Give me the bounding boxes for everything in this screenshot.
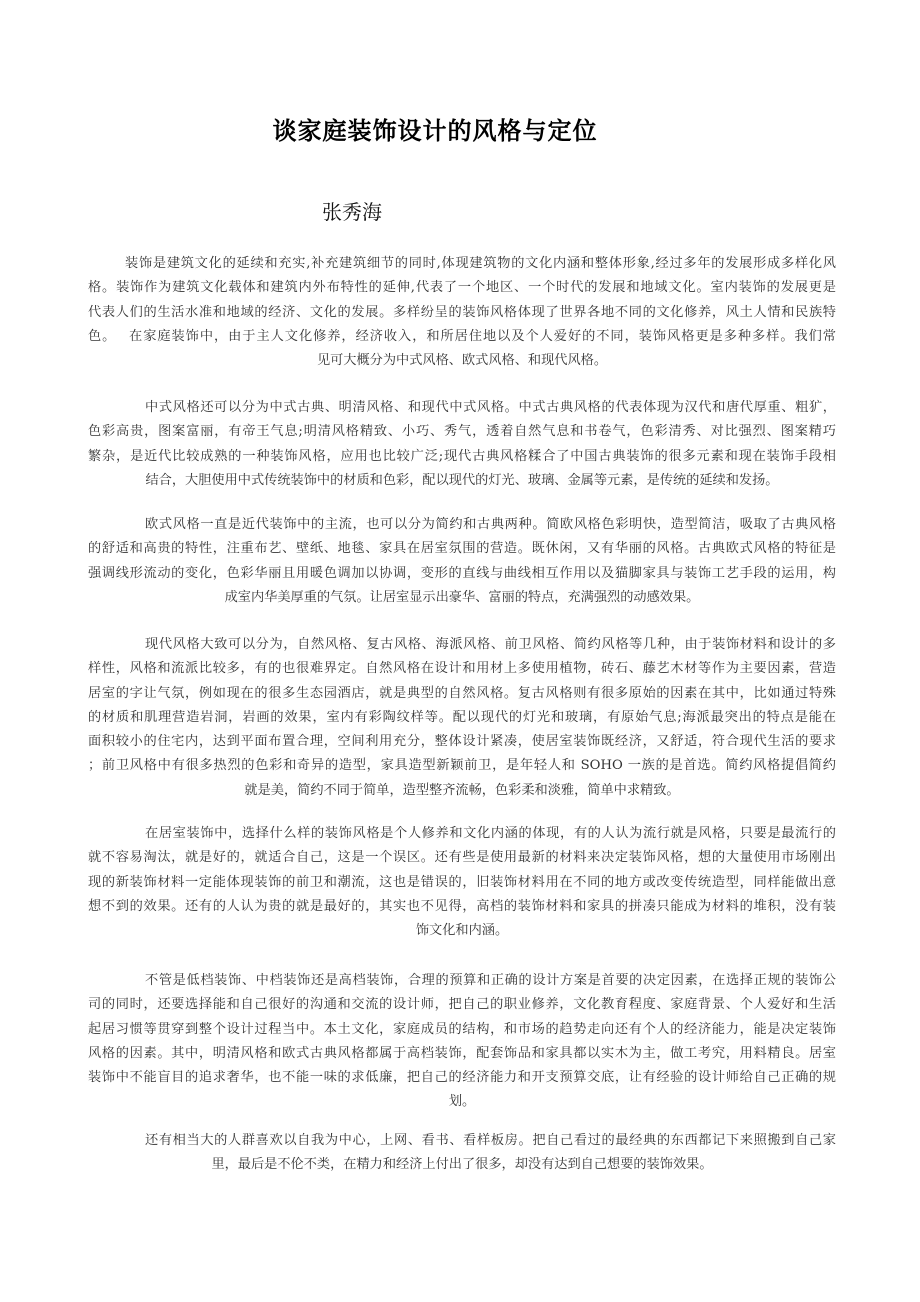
paragraph: [88, 252, 836, 373]
author-name: 张秀海: [322, 200, 382, 224]
paragraph-line: 里，最后是不伦不类，在精力和经济上付出了很多，却没有达到自己想要的装饰效果。: [211, 1157, 713, 1173]
paragraph-line: 不管是低档装饰、中档装饰还是高档装饰，合理的预算和正确的设计方案是首要的决定因素，在选择正规的装饰公: [145, 973, 836, 988]
paragraph-line: 中式风格还可以分为中式古典、明清风格、和现代中式风格。中式古典风格的代表体现为汉代和唐代厚重、粗犷，: [145, 400, 836, 415]
paragraph-line: 成室内华美厚重的气氛。让居室显示出豪华、富丽的特点，充满强烈的动感效果。: [224, 589, 700, 605]
paragraph-line: 在居室装饰中，选择什么样的装饰风格是个人修养和文化内涵的体现，有的人认为流行就是风格，只要是最流行的: [145, 826, 836, 841]
paragraph-line: 装饰中不能盲目的追求奢华，也不能一味的求低廉，把自己的经济能力和开支预算交底，让有经验的设计师给自己正确的规: [88, 1070, 836, 1086]
paragraph-line: 代表人们的生活水准和地域的经济、文化的发展。多样纷呈的装饰风格体现了世界各地不同的文化修养，风土人情和民族特: [88, 304, 836, 320]
paragraph-line: 强调线形流动的变化，色彩华丽且用暖色调加以协调，变形的直线与曲线相互作用以及猫脚家具与装饰工艺手段的运用，构: [88, 565, 836, 581]
paragraph-line: 居室的字让气氛，例如现在的很多生态园酒店，就是典型的自然风格。复古风格则有很多原始的因素在其中，比如通过特殊: [88, 685, 836, 701]
paragraph-line: 就不容易淘汰，就是好的，就适合自己，这是一个误区。还有些是使用最新的材料来决定装饰风格，想的大量使用市场刚出: [88, 850, 836, 866]
paragraph-line: 样性，风格和流派比较多，有的也很难界定。自然风格在设计和用材上多使用植物，砖石、藤艺木材等作为主要因素，营造: [88, 661, 836, 677]
paragraph: [88, 633, 836, 803]
paragraph-line: 的材质和肌理营造岩洞，岩画的效果，室内有彩陶纹样等。配以现代的灯光和玻璃，有原始气息;海派最突出的特点是能在: [88, 709, 836, 725]
paragraph-line: 划。: [448, 1094, 476, 1110]
paragraph-line: 装饰是建筑文化的延续和充实,补充建筑细节的同时,体现建筑物的文化内涵和整体形象,经过多年的发展形成多样化风: [125, 256, 836, 271]
paragraph-line: 现代风格大致可以分为，自然风格、复古风格、海派风格、前卫风格、简约风格等几种，由于装饰材料和设计的多: [145, 637, 836, 652]
paragraph: [88, 513, 836, 610]
paragraph-line: 色彩高贵，图案富丽，有帝王气息;明清风格精致、小巧、秀气，透着自然气息和书卷气，色彩清秀、对比强烈、图案精巧: [88, 424, 836, 440]
paragraph-line: 欧式风格一直是近代装饰中的主流，也可以分为简约和古典两种。简欧风格色彩明快，造型简洁，吸取了古典风格: [145, 517, 836, 532]
paragraph: [88, 396, 836, 493]
paragraph-line: 见可大概分为中式风格、欧式风格、和现代风格。: [316, 353, 608, 369]
paragraph-line: 的舒适和高贵的特性，注重布艺、壁纸、地毯、家具在居室氛围的营造。既休闲，又有华丽的风格。古典欧式风格的特征是: [88, 541, 836, 557]
paragraph-line: 想不到的效果。还有的人认为贵的就是最好的，其实也不见得，高档的装饰材料和家具的拼凑只能成为材料的堆积，没有装: [88, 898, 836, 914]
paragraph-line: ；前卫风格中有很多热烈的色彩和奇异的造型，家具造型新颖前卫，是年轻人和 SOHO 一族的是首选。简约风格提倡简约: [88, 758, 836, 774]
paragraph-line: 就是美，简约不同于简单，造型整齐流畅，色彩柔和淡雅，简单中求精致。: [244, 782, 680, 798]
paragraph-line: 还有相当大的人群喜欢以自我为中心，上网、看书、看样板房。把自己看过的最经典的东西都记下来照搬到自己家: [145, 1133, 836, 1148]
paragraph: [88, 822, 836, 943]
paragraph-line: 面积较小的住宅内，达到平面布置合理，空间利用充分，整体设计紧凑，使居室装饰既经济，又舒适，符合现代生活的要求: [88, 734, 836, 750]
paragraph-line: 繁杂，是近代比较成熟的一种装饰风格，应用也比较广泛;现代古典风格糅合了中国古典装饰的很多元素和现在装饰手段相: [88, 448, 836, 464]
paragraph-line: 格。装饰作为建筑文化载体和建筑内外布特性的延伸,代表了一个地区、一个时代的发展和地域文化。室内装饰的发展更是: [88, 280, 836, 296]
paragraph-line: 结合，大胆使用中式传统装饰中的材质和色彩，配以现代的灯光、玻璃、金属等元素，是传统的延续和发扬。: [145, 472, 779, 488]
paragraph-line: 司的同时，还要选择能和自己很好的沟通和交流的设计师，把自己的职业修养，文化教育程度、家庭背景、个人爱好和生活: [88, 997, 836, 1013]
paragraph-line: 风格的因素。其中，明清风格和欧式古典风格都属于高档装饰，配套饰品和家具都以实木为主，做工考究，用料精良。居室: [88, 1045, 836, 1061]
paragraph: [88, 969, 836, 1115]
paragraph-line: 色。 在家庭装饰中，由于主人文化修养，经济收入，和所居住地以及个人爱好的不同，装饰风格更是多种多样。我们常: [88, 328, 836, 344]
paragraph-line: 饰文化和内涵。: [415, 923, 509, 939]
document-title: 谈家庭装饰设计的风格与定位: [272, 117, 598, 146]
paragraph: [88, 1129, 836, 1178]
paragraph-line: 起居习惯等贯穿到整个设计过程当中。本土文化，家庭成员的结构，和市场的趋势走向还有个人的经济能力，能是决定装饰: [88, 1021, 836, 1037]
paragraph-line: 现的新装饰材料一定能体现装饰的前卫和潮流，这也是错误的，旧装饰材料用在不同的地方或改变传统造型，同样能做出意: [88, 874, 836, 890]
